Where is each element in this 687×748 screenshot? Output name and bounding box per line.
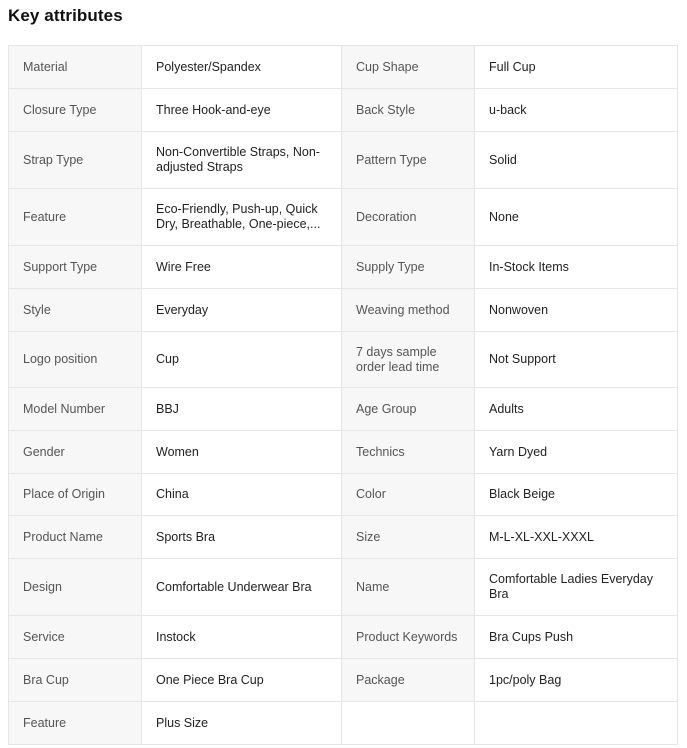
table-row [9, 659, 678, 702]
attribute-label: Pattern Type [342, 132, 475, 189]
attribute-value: Women [142, 431, 342, 474]
attribute-value: u-back [475, 89, 678, 132]
attribute-value: M-L-XL-XXL-XXXL [475, 516, 678, 559]
attribute-label: Style [9, 289, 142, 332]
attribute-value: None [475, 189, 678, 246]
attribute-value: Non-Convertible Straps, Non-adjusted Straps [142, 132, 342, 189]
table-row [9, 702, 678, 745]
attribute-value: In-Stock Items [475, 246, 678, 289]
attribute-value: Cup [142, 332, 342, 388]
table-row [9, 388, 678, 431]
attribute-label: Model Number [9, 388, 142, 431]
attribute-value: 1pc/poly Bag [475, 659, 678, 702]
attribute-value: Full Cup [475, 46, 678, 89]
attributes-table [8, 45, 678, 745]
table-row [9, 559, 678, 616]
table-row [9, 289, 678, 332]
attribute-value: Bra Cups Push [475, 616, 678, 659]
attribute-label: Gender [9, 431, 142, 474]
table-row [9, 46, 678, 89]
attribute-label: Technics [342, 431, 475, 474]
attribute-label: Service [9, 616, 142, 659]
attribute-value: BBJ [142, 388, 342, 431]
attribute-label: Color [342, 474, 475, 516]
attribute-label: Place of Origin [9, 474, 142, 516]
attribute-label: Product Name [9, 516, 142, 559]
attribute-value: Solid [475, 132, 678, 189]
attribute-value: Polyester/Spandex [142, 46, 342, 89]
attribute-value: Eco-Friendly, Push-up, Quick Dry, Breathable, One-piece,... [142, 189, 342, 246]
attribute-label: Back Style [342, 89, 475, 132]
attribute-value: Comfortable Underwear Bra [142, 559, 342, 616]
attribute-label: Weaving method [342, 289, 475, 332]
attribute-label: Strap Type [9, 132, 142, 189]
attribute-label: Feature [9, 189, 142, 246]
empty-cell [475, 702, 678, 745]
table-row [9, 89, 678, 132]
attribute-value: Adults [475, 388, 678, 431]
attribute-value: China [142, 474, 342, 516]
attribute-value: Comfortable Ladies Everyday Bra [475, 559, 678, 616]
table-row [9, 132, 678, 189]
attribute-label: Logo position [9, 332, 142, 388]
attribute-label: Cup Shape [342, 46, 475, 89]
section-title: Key attributes [8, 6, 123, 25]
table-row [9, 332, 678, 388]
table-row [9, 246, 678, 289]
attribute-value: Three Hook-and-eye [142, 89, 342, 132]
attribute-label: Decoration [342, 189, 475, 246]
attribute-value: Instock [142, 616, 342, 659]
empty-cell [342, 702, 475, 745]
attribute-label: Bra Cup [9, 659, 142, 702]
attribute-label: Support Type [9, 246, 142, 289]
table-row [9, 616, 678, 659]
attribute-label: Product Keywords [342, 616, 475, 659]
table-row [9, 189, 678, 246]
attribute-value: Wire Free [142, 246, 342, 289]
table-row [9, 431, 678, 474]
attribute-label: Name [342, 559, 475, 616]
attribute-label: Material [9, 46, 142, 89]
table-row [9, 474, 678, 516]
attribute-label: Supply Type [342, 246, 475, 289]
attribute-value: Everyday [142, 289, 342, 332]
attribute-label: 7 days sample order lead time [342, 332, 475, 388]
attribute-label: Closure Type [9, 89, 142, 132]
attribute-value: Not Support [475, 332, 678, 388]
attribute-value: Sports Bra [142, 516, 342, 559]
attribute-label: Age Group [342, 388, 475, 431]
attribute-label: Package [342, 659, 475, 702]
attribute-value: Nonwoven [475, 289, 678, 332]
attribute-value: Yarn Dyed [475, 431, 678, 474]
attribute-value: One Piece Bra Cup [142, 659, 342, 702]
table-row [9, 516, 678, 559]
attribute-label: Feature [9, 702, 142, 745]
attribute-value: Black Beige [475, 474, 678, 516]
attribute-value: Plus Size [142, 702, 342, 745]
attribute-label: Design [9, 559, 142, 616]
attribute-label: Size [342, 516, 475, 559]
